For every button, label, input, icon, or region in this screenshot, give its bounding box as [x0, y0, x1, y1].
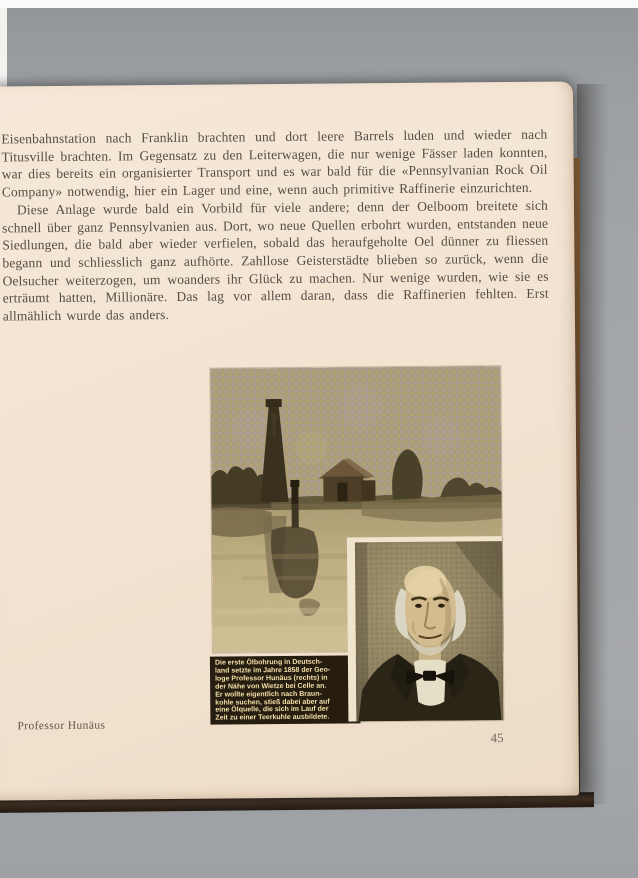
professor-hunaus-portrait [355, 541, 504, 721]
scan-left-white-strip [0, 8, 7, 96]
photo-montage [210, 366, 503, 725]
scan-top-white-strip [0, 0, 638, 8]
body-paragraph-2: Diese Anlage wurde bald ein Vorbild für viele andere; denn der Oelboom breitete sich schnell über ganz Pennsylvanien aus. Dort, wo neue Quellen erbohrt wurden, entstanden neue Siedlungen, die bald aber wieder verfielen, sobald das heraufgeholte Oel dünner zu fliessen begann und schliesslich ganz aufhörte. Zahllose Geisterstädte blieben so zurück, wenn die Oelsucher weiterzogen, um woanders ihr Glück zu machen. Nur wenige wurden, wie sie es erträumt hatten, Millionäre. Das lag vor allem daran, dass die Raffinerien fehlten. Erst allmählich wurde das anders. [2, 197, 549, 324]
book-right-shadow [577, 84, 609, 804]
book-page [0, 81, 579, 800]
photo-caption: Die erste Ölbohrung in Deutsch- land setzte im Jahre 1858 der Geo- loge Professor Hunäus (rechts) in der Nähe von Wietze bei Celle an. Er wollte eigentlich nach Braun- kohle suchen, stieß dabei aber auf eine Ölquelle, die sich im Lauf der Zeit zu einer Teerkuhle ausbildete. [210, 655, 361, 724]
body-paragraph-1: Eisenbahnstation nach Franklin brachten und dort leere Barrels luden und wieder nach Titusville brachten. Im Gegensatz zu den Leiterwagen, die nur wenige Fässer laden konnten, war dies bereits ein organisierter Transport und es war bald für die «Pennsylvanian Rock Oil Company» notwendig, hier ein Lager und eine, wenn auch primitive Raffinerie einzurichten. [1, 126, 548, 200]
portrait-photo-frame [347, 536, 504, 721]
body-text-block [1, 126, 549, 325]
photo-credit-label: Professor Hunäus [17, 719, 106, 733]
page-number: 45 [490, 730, 504, 746]
